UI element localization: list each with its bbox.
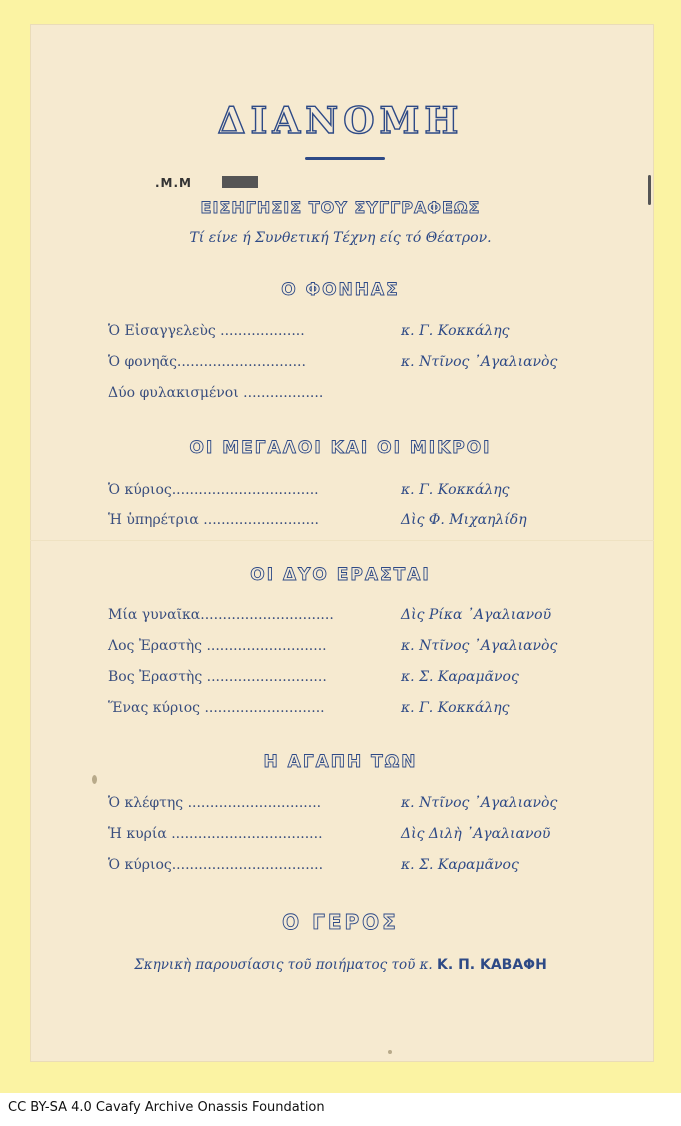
program-title: ΔΙΑΝΟΜΗ xyxy=(217,100,464,142)
actor-name: κ. Γ. Κοκκάλης xyxy=(401,323,510,339)
role-name: Ἡ κυρία .................................. xyxy=(108,826,323,842)
actor-name: κ. Γ. Κοκκάλης xyxy=(401,700,510,716)
role-name: Ὁ κύριος................................. xyxy=(108,482,319,498)
intro-subtitle: Τί είνε ή Συνθετική Τέχνη είς τό Θέατρον. xyxy=(189,230,492,246)
paper-stain xyxy=(388,1050,392,1054)
role-name: Ὁ Εἰσαγγελεὺς ................... xyxy=(108,323,305,339)
role-name: Λος Ἐραστὴς ........................... xyxy=(108,638,327,654)
actor-name: κ. Γ. Κοκκάλης xyxy=(401,482,510,498)
section-heading: Η ΑΓΑΠΗ ΤΩΝ xyxy=(263,752,418,772)
title-underline xyxy=(305,157,385,160)
section-heading: Ο ΓΕΡΟΣ xyxy=(282,910,399,934)
actor-name: Δὶς Φ. Μιχαηλίδη xyxy=(401,512,527,528)
actor-name: κ. Ντῖνος ᾿Αγαλιανὸς xyxy=(401,795,558,811)
role-name: Βος Ἐραστὴς ........................... xyxy=(108,669,327,685)
actor-name: Δὶς Διλὴ ᾿Αγαλιανοῦ xyxy=(401,826,551,842)
role-name: Ὁ κλέφτης .............................. xyxy=(108,795,322,811)
section-heading: ΟΙ ΜΕΓΑΛΟΙ ΚΑΙ ΟΙ ΜΙΚΡΟΙ xyxy=(189,438,492,458)
actor-name: κ. Ντῖνος ᾿Αγαλιανὸς xyxy=(401,638,558,654)
license-credit: CC BY-SA 4.0 Cavafy Archive Onassis Foundation xyxy=(8,1100,325,1115)
intro-heading: ΕΙΣΗΓΗΣΙΣ ΤΟΥ ΣΥΓΓΡΑΦΕΩΣ xyxy=(200,198,481,217)
poet-name: Κ. Π. ΚΑΒΑΦΗ xyxy=(437,957,547,973)
closing-line xyxy=(0,957,681,973)
stamp-mark: .M.M xyxy=(155,176,192,190)
role-name: Ἕνας κύριος ........................... xyxy=(108,700,325,716)
role-name: Ὁ φονηᾶς............................. xyxy=(108,354,306,370)
actor-name: κ. Σ. Καραμᾶνος xyxy=(401,669,519,685)
actor-name: κ. Σ. Καραμᾶνος xyxy=(401,857,519,873)
role-name: Δύο φυλακισμένοι .................. xyxy=(108,385,324,401)
stamp-box xyxy=(222,176,258,188)
paper-fold-line xyxy=(30,540,654,541)
role-name: Μία γυναῖκα.............................. xyxy=(108,607,334,623)
role-name: Ἡ ὑπηρέτρια .......................... xyxy=(108,512,319,528)
section-heading: Ο ΦΟΝΗΑΣ xyxy=(281,280,400,300)
actor-name: Δὶς Ρίκα ᾿Αγαλιανοῦ xyxy=(401,607,552,623)
actor-name: κ. Ντῖνος ᾿Αγαλιανὸς xyxy=(401,354,558,370)
section-heading: ΟΙ ΔΥΟ ΕΡΑΣΤΑΙ xyxy=(250,565,431,585)
closing-text: Σκηνικὴ παρουσίασις τοῦ ποιήματος τοῦ κ. xyxy=(134,957,433,973)
paper-stain xyxy=(92,775,97,784)
role-name: Ὁ κύριος.................................. xyxy=(108,857,324,873)
program-sheet xyxy=(30,24,654,1062)
